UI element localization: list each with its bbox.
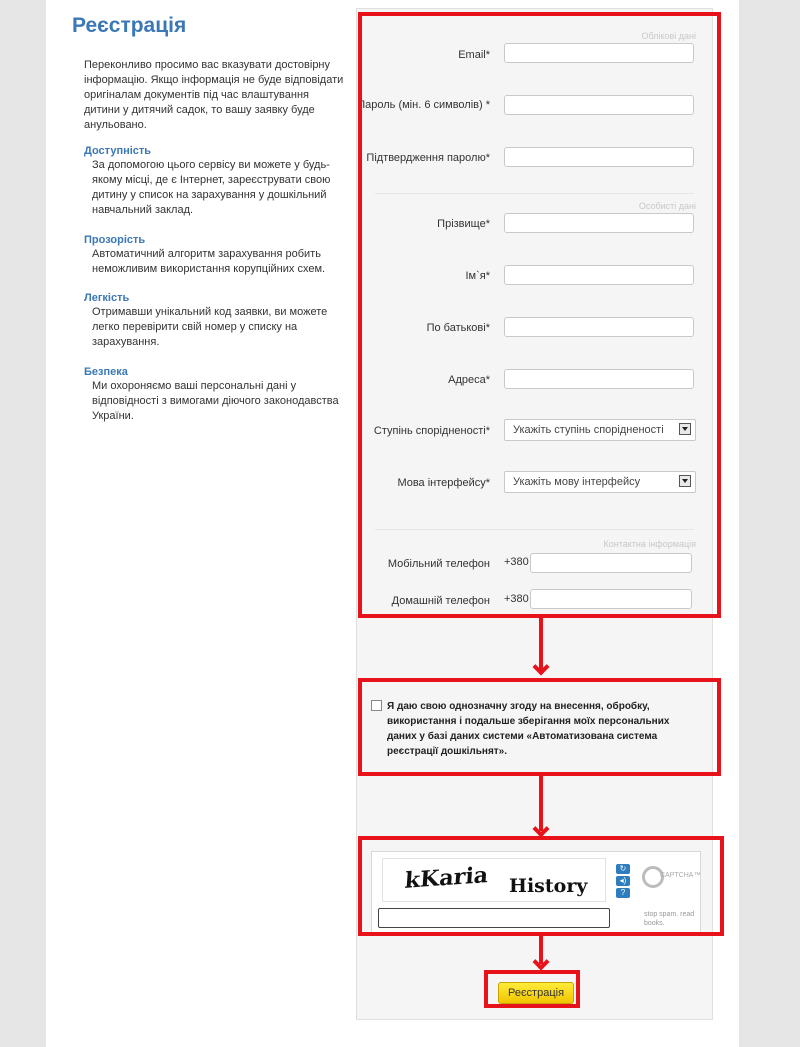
audio-icon[interactable]: ◂) xyxy=(616,876,630,886)
mobile-phone-prefix: +380 xyxy=(504,556,529,568)
annotation-box-form-fields xyxy=(358,12,721,618)
password-confirm-label: Підтвердження паролю* xyxy=(366,152,490,164)
account-legend: Облікові дані xyxy=(641,31,696,41)
feature-accessibility xyxy=(84,144,344,218)
feature-heading: Легкість xyxy=(84,292,130,304)
captcha-logo-text: CAPTCHA™ xyxy=(660,872,701,879)
intro-text: Переконливо просимо вас вказувати достовірну інформацію. Якщо інформація не буде відповідати оригіналам документів під час влаштування дитини у дитячий садок, то вашу заявку буде анульовано. xyxy=(84,59,344,131)
password-label: Пароль (мін. 6 символів) * xyxy=(357,99,490,111)
annotation-box-submit xyxy=(484,970,580,1008)
mobile-phone-label: Мобільний телефон xyxy=(387,558,490,570)
feature-ease xyxy=(84,291,344,350)
feature-text: Отримавши унікальний код заявки, ви можете легко перевірити свій номер у списку на зарахування. xyxy=(92,306,328,348)
refresh-icon[interactable]: ↻ xyxy=(616,864,630,874)
relation-label: Ступінь спорідненості* xyxy=(373,425,490,437)
language-label: Мова інтерфейсу* xyxy=(397,477,490,489)
feature-heading: Безпека xyxy=(84,366,128,378)
annotation-box-consent xyxy=(358,678,721,776)
captcha-word-2: History xyxy=(509,875,588,897)
relation-select-value: Укажіть ступінь спорідненості xyxy=(513,424,664,436)
language-select-value: Укажіть мову інтерфейсу xyxy=(513,476,641,488)
feature-heading: Доступність xyxy=(84,145,152,157)
patronymic-label: По батькові* xyxy=(426,322,490,334)
feature-text: За допомогою цього сервісу ви можете у будь-якому місці, де є Інтернет, зареєструвати свою дитину у список на зарахування у дошкільний навчальний заклад. xyxy=(92,159,331,216)
captcha-slogan: stop spam. read books. xyxy=(644,911,695,927)
feature-transparency xyxy=(84,233,344,277)
personal-legend: Особисті дані xyxy=(638,201,696,211)
contact-legend: Контактна інформація xyxy=(603,539,696,549)
email-label: Email* xyxy=(458,49,490,61)
home-phone-prefix: +380 xyxy=(504,593,529,605)
address-label: Адреса* xyxy=(448,374,490,386)
register-button[interactable]: Реєстрація xyxy=(498,982,574,1004)
feature-heading: Прозорість xyxy=(84,234,146,246)
surname-label: Прізвище* xyxy=(437,218,490,230)
feature-security xyxy=(84,365,344,424)
annotation-box-captcha xyxy=(358,836,724,936)
consent-text: Я даю свою однозначну згоду на внесення, обробку, використання і подальше зберігання моїх персональних даних у базі даних системи «Автоматизована система реєстрації дошкільнят». xyxy=(387,701,670,757)
name-label: Ім`я* xyxy=(465,270,490,282)
home-phone-label: Домашній телефон xyxy=(391,595,490,607)
feature-text: Автоматичний алгоритм зарахування робить неможливим використання корупційних схем. xyxy=(92,248,326,275)
feature-text: Ми охороняємо ваші персональні дані у відповідності з вимогами діючого законодавства України. xyxy=(92,380,339,422)
page-title: Реєстрація xyxy=(72,14,187,37)
captcha-word-1: kKaria xyxy=(403,862,490,894)
help-icon[interactable]: ? xyxy=(616,888,630,898)
